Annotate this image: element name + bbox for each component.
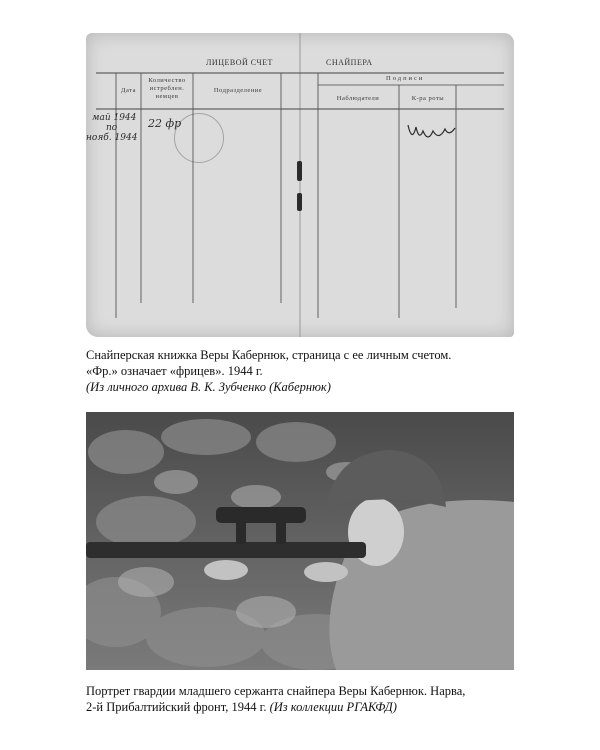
col-kills: Количество истреблен. немцев xyxy=(148,77,186,100)
col-date: Дата xyxy=(121,87,136,94)
hand-date-2: по xyxy=(106,123,118,133)
header-account: ЛИЦЕВОЙ СЧЕТ xyxy=(206,58,273,67)
hand-signature xyxy=(406,141,436,149)
caption-top-line1: Снайперская книжка Веры Кабернюк, страница с ее личным счетом. xyxy=(86,348,452,362)
caption-top xyxy=(86,347,526,395)
caption-bottom-text: 2-й Прибалтийский фронт, 1944 г. xyxy=(86,700,267,714)
col-observers: Наблюдатели xyxy=(336,95,380,102)
hand-date-1: май 1944 xyxy=(92,113,137,123)
sniper-portrait-photo xyxy=(86,412,514,670)
col-unit: Подразделение xyxy=(213,87,263,94)
caption-top-source: (Из личного архива В. К. Зубченко (Кабернюк) xyxy=(86,380,331,394)
caption-bottom-source: (Из коллекции РГАКФД) xyxy=(269,700,397,714)
caption-bottom xyxy=(86,683,526,715)
col-signatures: Подписи xyxy=(386,75,425,82)
sniper-book-photo xyxy=(86,33,514,337)
hand-date-3: нояб. 1944 xyxy=(86,133,138,143)
hand-kills: 22 фр xyxy=(148,117,182,130)
photo-illustration xyxy=(86,412,514,670)
caption-bottom-line1: Портрет гвардии младшего сержанта снайпера Веры Кабернюк. Нарва, xyxy=(86,684,466,698)
caption-top-line2: «Фр.» означает «фрицев». 1944 г. xyxy=(86,364,263,378)
caption-bottom-line2 xyxy=(86,699,526,715)
col-commander: К-ра роты xyxy=(411,95,445,102)
header-sniper: СНАЙПЕРА xyxy=(326,58,373,67)
ink-stamp xyxy=(174,113,224,163)
